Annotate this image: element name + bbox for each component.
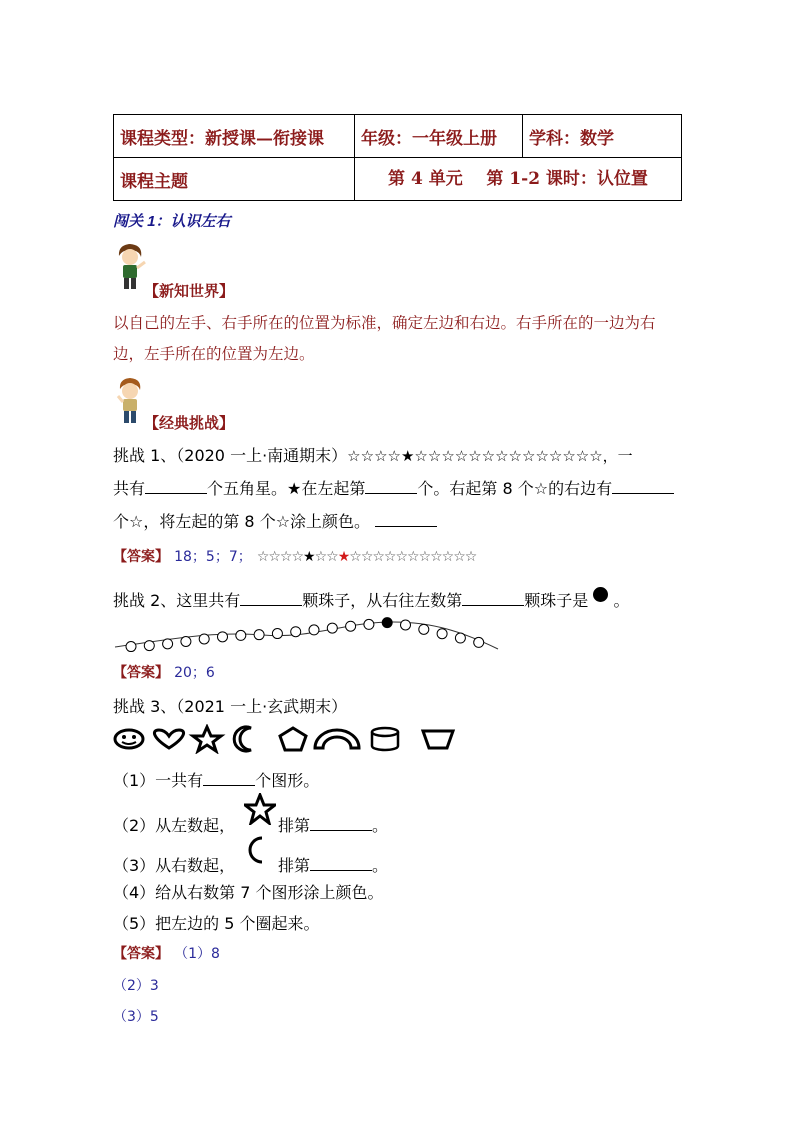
bead <box>291 627 301 637</box>
answer-black-star: ★ <box>303 549 315 565</box>
challenge1-line-3 <box>113 509 437 532</box>
pentagon-icon <box>280 728 306 750</box>
topic-label-cell: 课程主题 <box>114 158 355 201</box>
challenge1-black-star: ★ <box>400 447 415 465</box>
arch-icon <box>315 730 359 748</box>
challenge2-question <box>113 587 630 611</box>
answer-blank[interactable] <box>365 479 417 494</box>
black-bead-icon <box>593 587 608 602</box>
challenge2-text: 。 <box>613 591 630 610</box>
bead-string <box>113 612 503 658</box>
answer-text: 20；6 <box>174 665 215 681</box>
trapezoid-icon <box>423 731 453 748</box>
cartoon-boy-thinking-icon <box>112 376 148 426</box>
answer-blank[interactable] <box>375 512 437 527</box>
challenge2-text: 颗珠子，从右往左数第 <box>302 591 463 610</box>
bead <box>474 637 484 647</box>
challenge1-line-1 <box>113 443 633 466</box>
course-header-table <box>113 114 682 201</box>
challenge3-q4: （4）给从右数第 7 个图形涂上颜色。 <box>113 883 384 902</box>
bead <box>419 624 429 634</box>
bead <box>181 637 191 647</box>
challenge2-text: 挑战 2、这里共有 <box>113 591 241 610</box>
heart-icon <box>154 730 183 748</box>
challenge3-q2-rest <box>278 813 388 836</box>
classic-challenge-heading: 【经典挑战】 <box>144 414 235 432</box>
topic-value-cell: 第 4 单元 第 1-2 课时：认位置 <box>355 158 682 201</box>
bead <box>126 642 136 652</box>
answer-label: 【答案】 <box>113 549 169 565</box>
challenge3-q2 <box>113 813 235 836</box>
bead <box>163 639 173 649</box>
answer-red-star: ★ <box>337 549 350 565</box>
challenge2-text: 颗珠子是 <box>524 591 589 610</box>
bead <box>199 634 209 644</box>
answer-blank[interactable] <box>145 479 207 494</box>
answer-blank[interactable] <box>240 591 302 606</box>
bead <box>327 623 337 633</box>
answer-blank[interactable] <box>203 771 255 786</box>
challenge1-line-2 <box>113 476 674 499</box>
challenge1-text: 个。右起第 8 个☆的右边有 <box>417 479 613 498</box>
subject-cell: 学科：数学 <box>523 115 682 158</box>
cylinder-icon <box>372 728 398 750</box>
bead <box>236 630 246 640</box>
challenge3-answer-2: （2）3 <box>113 978 159 994</box>
challenge1-text: 共有 <box>113 479 146 498</box>
challenge1-answer <box>113 546 476 566</box>
moon-icon <box>244 835 270 865</box>
bead <box>309 625 319 635</box>
bead <box>254 630 264 640</box>
smiley-icon <box>115 730 143 748</box>
bead <box>437 629 447 639</box>
challenge1-text: 个五角星。★在左起第 <box>207 479 366 498</box>
answer-stars-b: ☆☆ <box>314 549 338 565</box>
bead <box>144 641 154 651</box>
challenge3-text: 。 <box>372 856 389 875</box>
level-title: 闯关 1：认识左右 <box>113 213 231 230</box>
challenge3-text: 。 <box>372 816 389 835</box>
challenge3-text: （1）一共有 <box>113 771 204 790</box>
bead <box>401 620 411 630</box>
challenge1-stars-a: ☆☆☆☆ <box>347 447 401 465</box>
star-icon <box>244 793 276 825</box>
course-type-cell: 课程类型：新授课—衔接课 <box>114 115 355 158</box>
new-knowledge-line-2: 边，左手所在的位置为左边。 <box>113 345 315 363</box>
bead <box>218 632 228 642</box>
challenge1-text: 个☆，将左起的第 8 个☆涂上颜色。 <box>113 512 371 531</box>
answer-stars-c: ☆☆☆☆☆☆☆☆☆☆☆ <box>349 549 477 565</box>
challenge3-text: 个图形。 <box>255 771 320 790</box>
shapes-row <box>113 724 463 754</box>
bead-black <box>382 618 392 628</box>
new-knowledge-heading: 【新知世界】 <box>144 282 235 300</box>
bead <box>346 621 356 631</box>
answer-blank[interactable] <box>462 591 524 606</box>
challenge3-q1 <box>113 768 319 791</box>
answer-blank[interactable] <box>612 479 674 494</box>
challenge3-title: 挑战 3、（2021 一上·玄武期末） <box>113 697 348 716</box>
answer-stars-a: ☆☆☆☆ <box>256 549 304 565</box>
star-icon <box>193 727 221 751</box>
challenge3-text: （3）从右数起， <box>113 856 236 875</box>
new-knowledge-line-1: 以自己的左手、右手所在的位置为标准，确定左边和右边。右手所在的一边为右 <box>113 314 656 332</box>
bead <box>455 633 465 643</box>
answer-blank[interactable] <box>310 856 372 871</box>
cartoon-boy-icon <box>112 242 148 292</box>
challenge3-q5: （5）把左边的 5 个圈起来。 <box>113 914 320 933</box>
challenge3-answer-3: （3）5 <box>113 1009 159 1025</box>
challenge3-answer <box>113 943 220 963</box>
challenge3-text: （2）从左数起， <box>113 816 236 835</box>
challenge3-text: 排第 <box>278 856 311 875</box>
bead <box>364 619 374 629</box>
moon-icon <box>234 727 251 751</box>
grade-cell: 年级：一年级上册 <box>355 115 523 158</box>
challenge1-prefix: 挑战 1、（2020 一上·南通期末） <box>113 446 348 465</box>
challenge3-text: 排第 <box>278 816 311 835</box>
challenge1-stars-b: ☆☆☆☆☆☆☆☆☆☆☆☆☆☆，一 <box>414 447 633 465</box>
answer-label: 【答案】 <box>113 665 169 681</box>
challenge3-q3-rest <box>278 853 388 876</box>
bead <box>272 629 282 639</box>
challenge2-answer <box>113 662 215 682</box>
answer-text: 18；5；7； <box>174 549 252 565</box>
answer-blank[interactable] <box>310 816 372 831</box>
answer-text: （1）8 <box>174 946 220 962</box>
answer-label: 【答案】 <box>113 946 169 962</box>
challenge3-q3 <box>113 853 235 876</box>
